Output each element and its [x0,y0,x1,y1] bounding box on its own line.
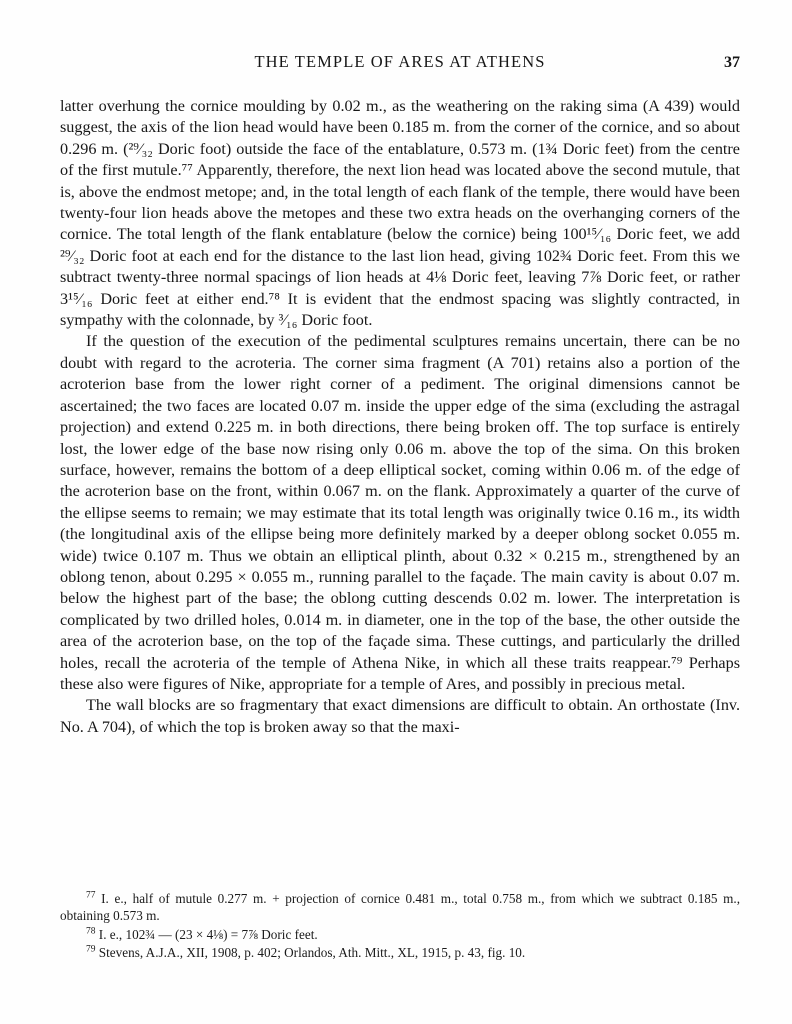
footnote-78-text: I. e., 102¾ — (23 × 4⅛) = 7⅞ Doric feet. [98,926,318,942]
footnote-79-text: Stevens, A.J.A., XII, 1908, p. 402; Orlandos, Ath. Mitt., XL, 1915, p. 43, fig. 10. [98,945,526,961]
running-head [60,52,740,72]
footnote-77-marker: 77 [86,890,96,901]
paragraph-1: latter overhung the cornice moulding by 0.02 m., as the weathering on the raking sima (A 439) would suggest, the axis of the lion head would have been 0.185 m. from the corner of the cornice, and so about 0.296 m. (²⁹⁄₃₂ Doric foot) outside the face of the entablature, 0.573 m. (1¾ Doric feet) from the centre of the first mutule.⁷⁷ Apparently, therefore, the next lion head was located above the second mutule, that is, above the endmost metope; and, in the total length of each flank of the temple, there would have been twenty-four lion heads above the metopes and these two extra heads on the overhanging corners of the cornice. The total length of the flank entablature (below the cornice) being 100¹⁵⁄₁₆ Doric feet, we add ²⁹⁄₃₂ Doric foot at each end for the distance to the last lion head, giving 102¾ Doric feet. From this we subtract twenty-three normal spacings of lion heads at 4⅛ Doric feet, leaving 7⅞ Doric feet, or rather 3¹⁵⁄₁₆ Doric feet at either end.⁷⁸ It is evident that the endmost spacing was slightly contracted, in sympathy with the colonnade, by ³⁄₁₆ Doric foot. [60,97,740,330]
footnote-78 [60,926,740,943]
paragraph-2: If the question of the execution of the pedimental sculptures remains uncertain, there can be no doubt with regard to the acroteria. The corner sima fragment (A 701) retains also a portion of the acroterion base from the lower right corner of a pediment. The original dimensions cannot be ascertained; the two faces are located 0.07 m. inside the upper edge of the sima (excluding the astragal projection) and extend 0.225 m. in both directions, there being broken off. The top surface is entirely lost, the lower edge of the base now rising only 0.06 m. above the top of the sima. On this broken surface, however, remains the bottom of a deep elliptical socket, coming within 0.06 m. of the edge of the acroterion base on the front, within 0.067 m. on the flank. Approximately a quarter of the curve of the ellipse seems to remain; we may estimate that its total length was originally twice 0.16 m., its width (the longitudinal axis of the ellipse being more definitely marked by a deeper oblong socket 0.055 m. wide) twice 0.107 m. Thus we obtain an elliptical plinth, about 0.32 × 0.215 m., strengthened by an oblong tenon, about 0.295 × 0.055 m., running parallel to the façade. The main cavity is about 0.07 m. below the highest part of the base; the oblong cutting descends 0.02 m. lower. The interpretation is complicated by two drilled holes, 0.014 m. in diameter, one in the top of the base, the other outside the area of the acroterion base, on the top of the façade sima. These cuttings, and particularly the drilled holes, recall the acroteria of the temple of Athena Nike, in which all these traits reappear.⁷⁹ Perhaps these also were figures of Nike, appropriate for a temple of Ares, and possibly in precious metal. [60,332,740,693]
paragraph-3: The wall blocks are so fragmentary that exact dimensions are difficult to obtain. An orthostate (Inv. No. A 704), of which the top is broken away so that the maxi- [60,696,740,736]
footnote-79 [60,944,740,961]
footnote-77-text: I. e., half of mutule 0.277 m. + projection of cornice 0.481 m., total 0.758 m., from which we subtract 0.185 m., obtaining 0.573 m. [60,891,740,924]
page-number: 37 [724,54,740,71]
footnote-78-marker: 78 [86,926,96,937]
page-title: THE TEMPLE OF ARES AT ATHENS [254,52,546,71]
footnote-77 [60,890,740,925]
footnote-79-marker: 79 [86,944,96,955]
page-content [60,52,740,738]
footnotes-block [60,884,740,963]
